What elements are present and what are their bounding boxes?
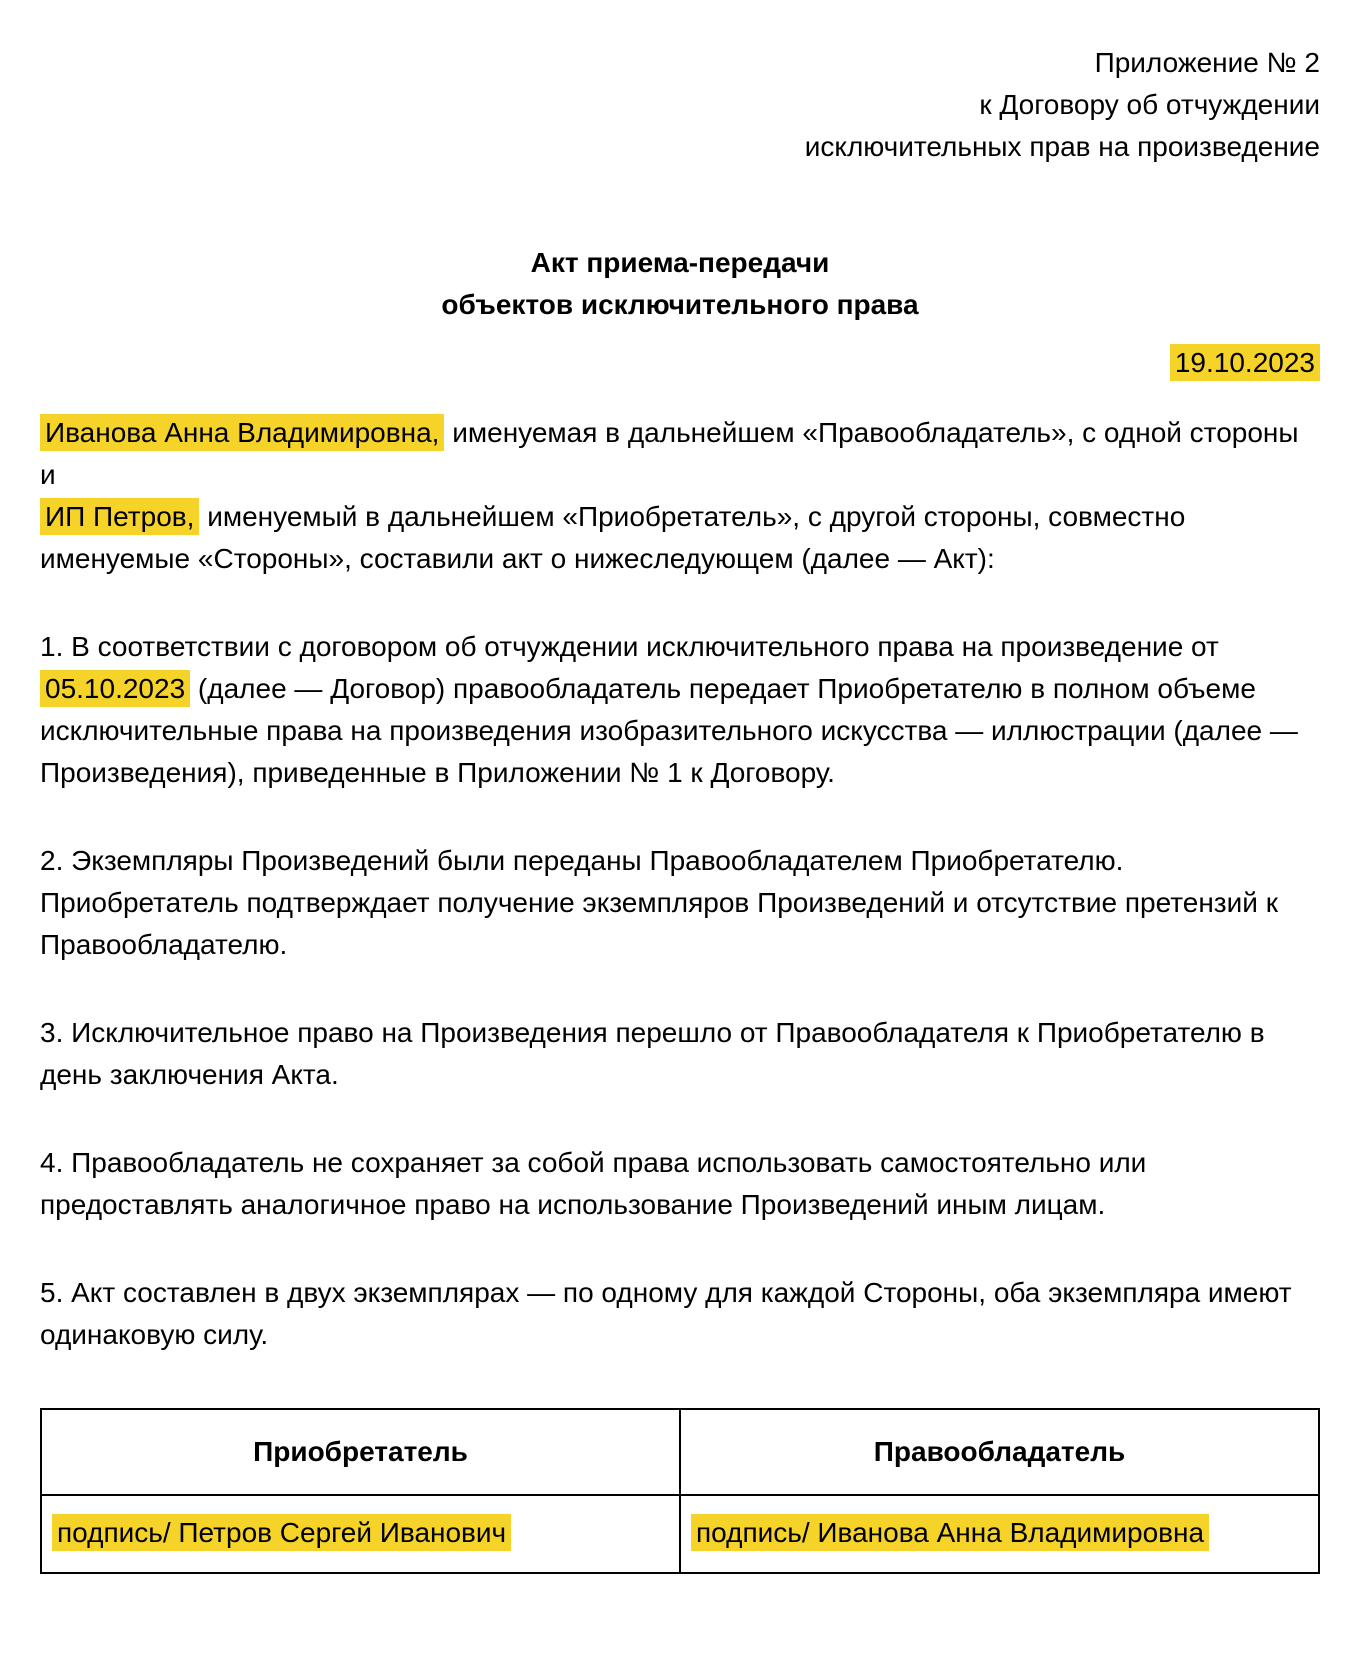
clause-4: 4. Правообладатель не сохраняет за собой права использовать самостоятельно или предоставлять аналогичное право на использование Произведений иным лицам. bbox=[40, 1147, 1147, 1220]
party2-text: именуемый в дальнейшем «Приобретатель», с другой стороны, совместно именуемые «Стороны», составили акт о нижеследующем (далее — Акт): bbox=[40, 501, 1186, 574]
appendix-header-line-2: к Договору об отчуждении bbox=[979, 89, 1320, 120]
signature-cell-rightsholder bbox=[680, 1495, 1319, 1573]
party1-text: именуемая в дальнейшем «Правообладатель», с одной стороны и bbox=[40, 417, 1299, 490]
appendix-header-line-1: Приложение № 2 bbox=[1094, 47, 1320, 78]
clause-1-text-before: 1. В соответствии с договором об отчуждении исключительного права на произведение от bbox=[40, 631, 1219, 662]
document-title-line-1: Акт приема-передачи bbox=[530, 247, 830, 278]
clause-5: 5. Акт составлен в двух экземплярах — по одному для каждой Стороны, оба экземпляра имеют одинаковую силу. bbox=[40, 1277, 1292, 1350]
acquirer-signature-highlight: подпись/ Петров Сергей Иванович bbox=[52, 1514, 511, 1551]
contract-date-highlight: 05.10.2023 bbox=[40, 670, 190, 707]
signature-table bbox=[40, 1408, 1320, 1574]
intro-paragraph bbox=[40, 412, 1320, 580]
signature-cell-acquirer bbox=[41, 1495, 680, 1573]
clause-3: 3. Исключительное право на Произведения перешло от Правообладателя к Приобретателю в день заключения Акта. bbox=[40, 1017, 1265, 1090]
clause-2: 2. Экземпляры Произведений были переданы Правообладателем Приобретателю. Приобретатель подтверждает получение экземпляров Произведений и отсутствие претензий к Правообладателю. bbox=[40, 845, 1278, 960]
appendix-header bbox=[40, 42, 1320, 168]
table-header-acquirer: Приобретатель bbox=[41, 1409, 680, 1495]
document-date-highlight: 19.10.2023 bbox=[1170, 344, 1320, 381]
party1-name-highlight: Иванова Анна Владимировна, bbox=[40, 414, 444, 451]
rightsholder-signature-highlight: подпись/ Иванова Анна Владимировна bbox=[691, 1514, 1209, 1551]
table-header-rightsholder: Правообладатель bbox=[680, 1409, 1319, 1495]
party2-name-highlight: ИП Петров, bbox=[40, 498, 199, 535]
signature-table-row bbox=[41, 1495, 1319, 1573]
document-date-line bbox=[40, 342, 1320, 384]
document-title bbox=[40, 242, 1320, 326]
document-title-line-2: объектов исключительного права bbox=[441, 289, 919, 320]
clause-1-text-after: (далее — Договор) правообладатель передает Приобретателю в полном объеме исключительные права на произведения изобразительного искусства — иллюстрации (далее — Произведения), приведенные в Приложении № 1 к Договору. bbox=[40, 673, 1298, 788]
appendix-header-line-3: исключительных прав на произведение bbox=[804, 131, 1320, 162]
clause-1 bbox=[40, 626, 1320, 794]
signature-table-header-row bbox=[41, 1409, 1319, 1495]
